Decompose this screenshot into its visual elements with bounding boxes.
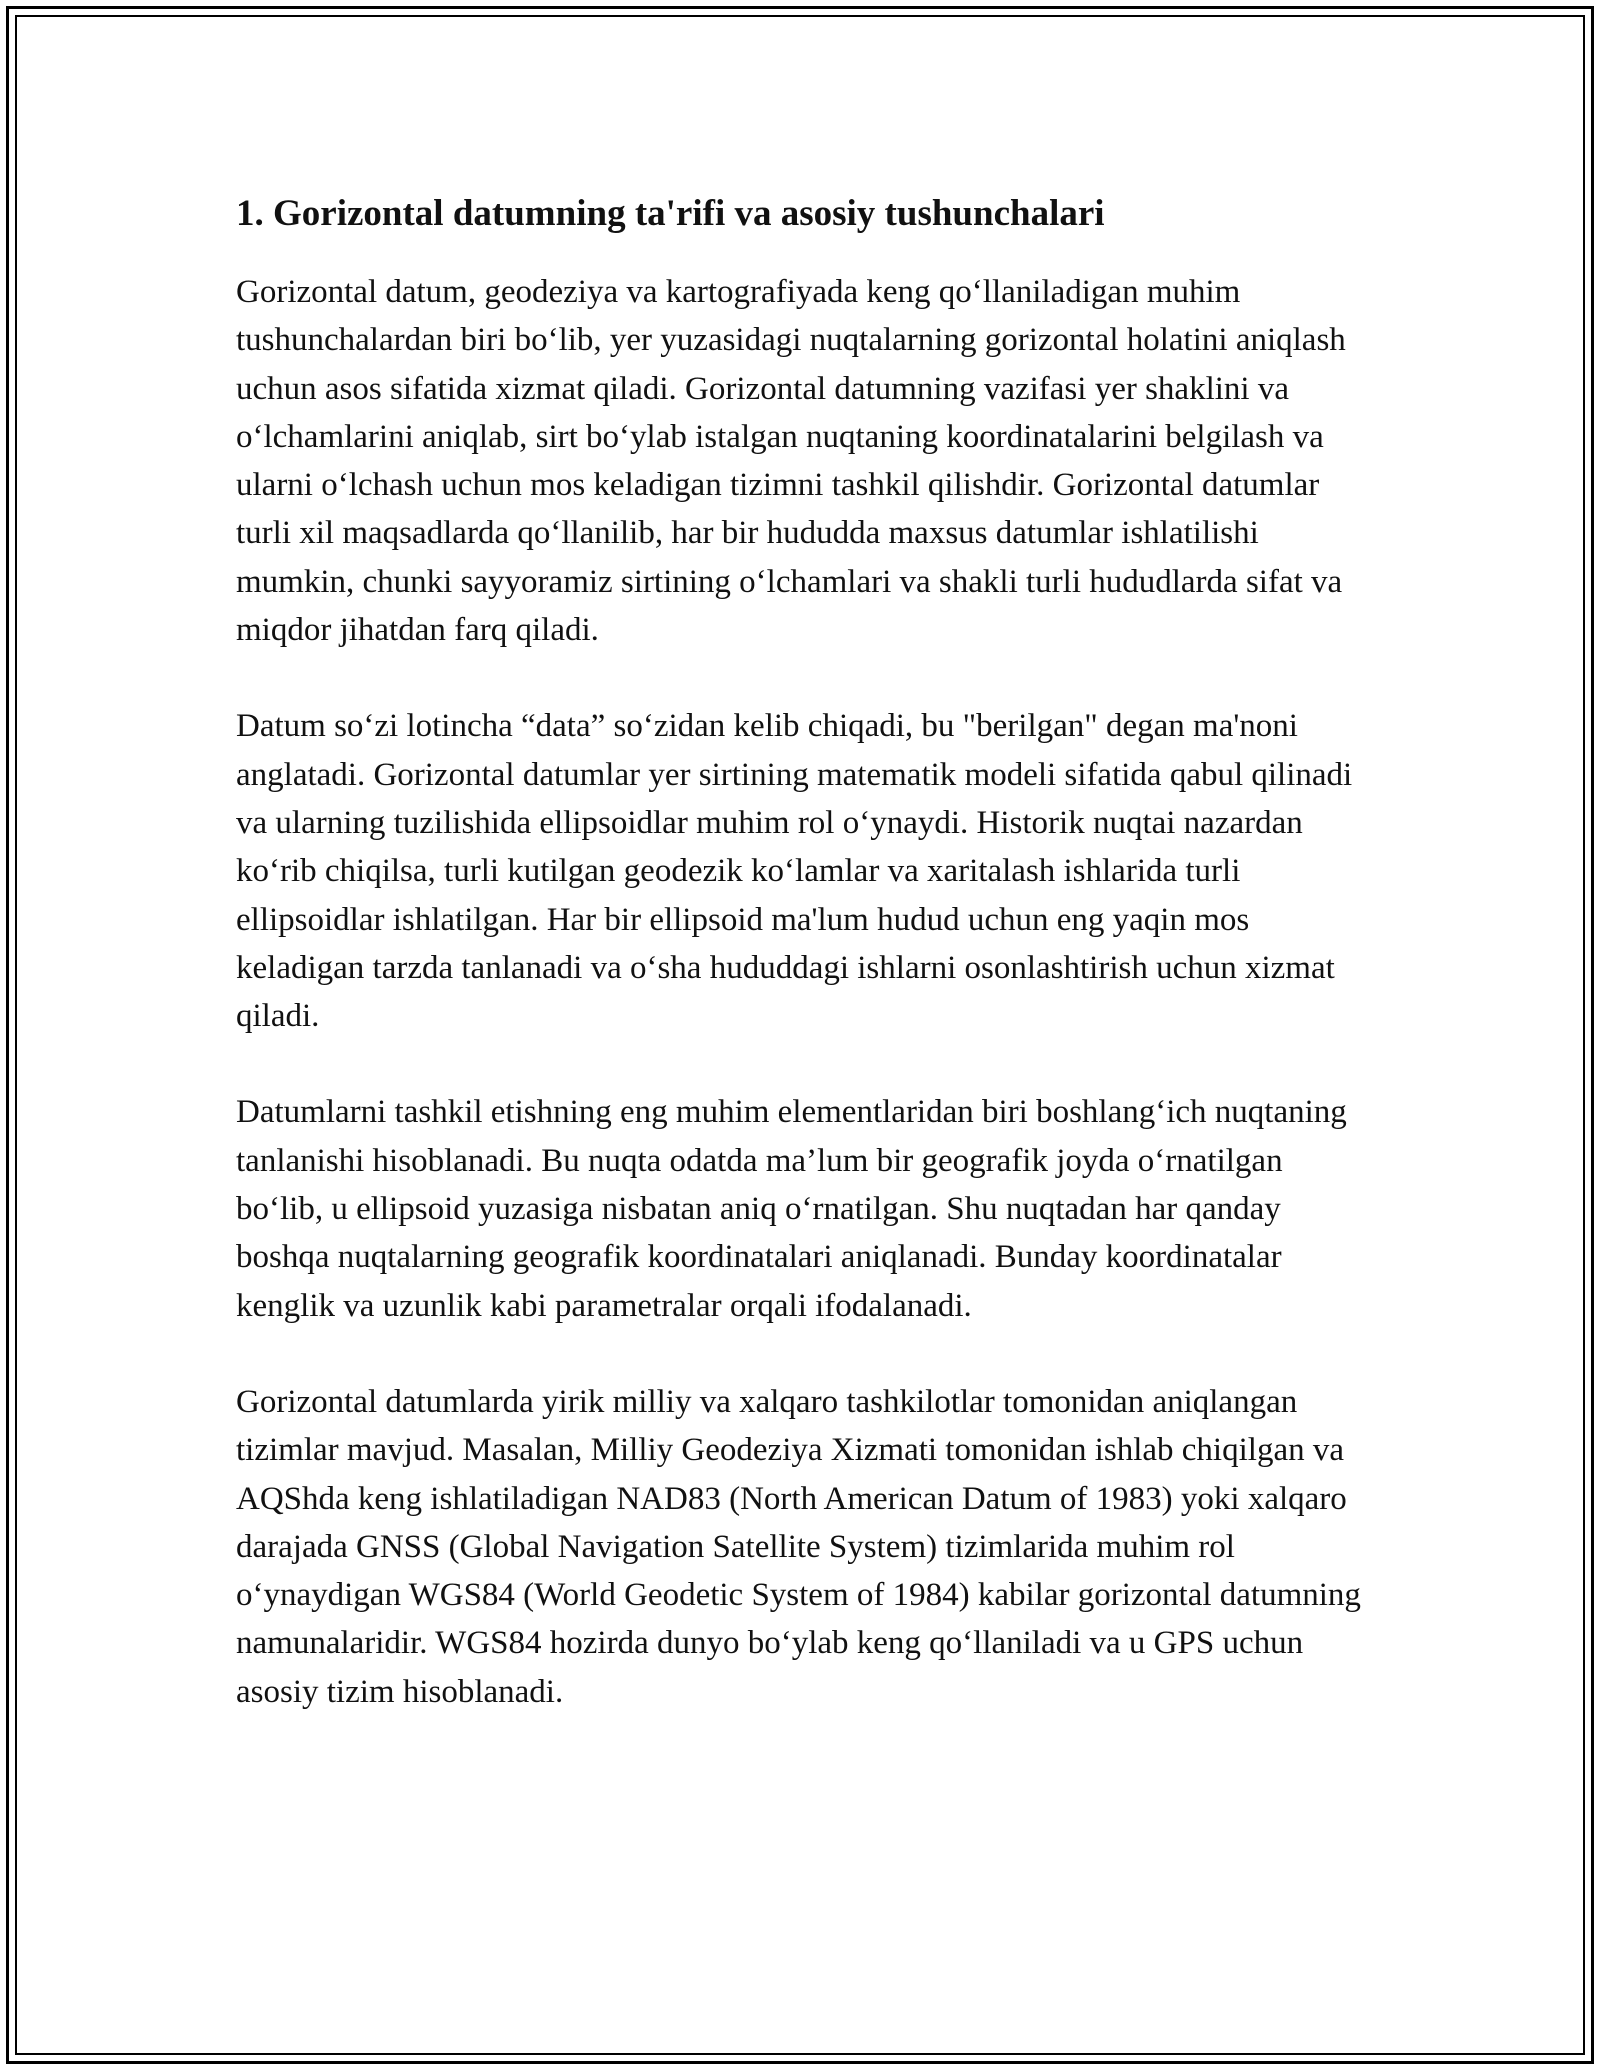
paragraph: Datumlarni tashkil etishning eng muhim elementlaridan biri boshlang‘ich nuqtaning tanlanishi hisoblanadi. Bu nuqta odatda ma’lum bir geografik joyda o‘rnatilgan bo‘lib, u ellipsoid yuzasiga nisbatan aniq o‘rnatilgan. Shu nuqtadan har qanday boshqa nuqtalarning geografik koordinatalari aniqlanadi. Bunday koordinatalar kenglik va uzunlik kabi parametralar orqali ifodalanadi. bbox=[236, 1094, 1347, 1324]
document-body bbox=[236, 186, 1364, 1716]
section-heading: 1. Gorizontal datumning ta'rifi va asosiy tushunchalari bbox=[236, 193, 1105, 234]
paragraph: Datum so‘zi lotincha “data” so‘zidan kelib chiqadi, bu "berilgan" degan ma'noni anglatadi. Gorizontal datumlar yer sirtining matematik modeli sifatida qabul qilinadi va ularning tuzilishida ellipsoidlar muhim rol o‘ynaydi. Historik nuqtai nazardan ko‘rib chiqilsa, turli kutilgan geodezik ko‘lamlar va xaritalash ishlarida turli ellipsoidlar ishlatilgan. Har bir ellipsoid ma'lum hudud uchun eng yaqin mos keladigan tarzda tanlanadi va o‘sha hududdagi ishlarni osonlashtirish uchun xizmat qiladi. bbox=[236, 708, 1353, 1035]
paragraph: Gorizontal datumlarda yirik milliy va xalqaro tashkilotlar tomonidan aniqlangan tizimlar mavjud. Masalan, Milliy Geodeziya Xizmati tomonidan ishlab chiqilgan va AQShda keng ishlatiladigan NAD83 (North American Datum of 1983) yoki xalqaro darajada GNSS (Global Navigation Satellite System) tizimlarida muhim rol o‘ynaydigan WGS84 (World Geodetic System of 1984) kabilar gorizontal datumning namunalaridir. WGS84 hozirda dunyo bo‘ylab keng qo‘llaniladi va u GPS uchun asosiy tizim hisoblanadi. bbox=[236, 1383, 1361, 1710]
paragraph: Gorizontal datum, geodeziya va kartografiyada keng qo‘llaniladigan muhim tushunchalardan biri bo‘lib, yer yuzasidagi nuqtalarning gorizontal holatini aniqlash uchun asos sifatida xizmat qiladi. Gorizontal datumning vazifasi yer shaklini va o‘lchamlarini aniqlab, sirt bo‘ylab istalgan nuqtaning koordinatalarini belgilash va ularni o‘lchash uchun mos keladigan tizimni tashkil qilishdir. Gorizontal datumlar turli xil maqsadlarda qo‘llanilib, har bir hududda maxsus datumlar ishlatilishi mumkin, chunki sayyoramiz sirtining o‘lchamlari va shakli turli hududlarda sifat va miqdor jihatdan farq qiladi. bbox=[236, 274, 1346, 649]
